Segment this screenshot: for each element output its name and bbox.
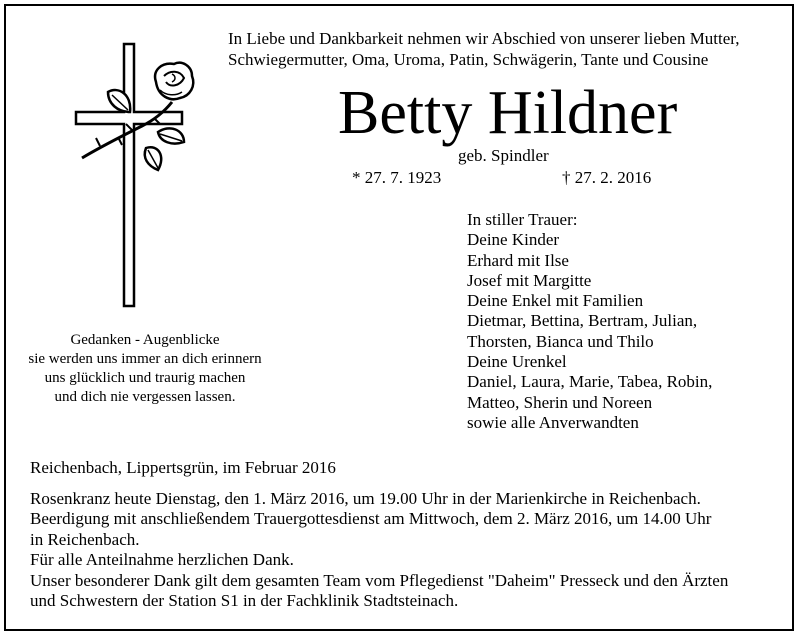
- mourner-line: Deine Kinder: [467, 230, 560, 250]
- maiden-name: geb. Spindler: [458, 146, 549, 165]
- mourner-line: Thorsten, Bianca und Thilo: [467, 331, 654, 351]
- cross-with-rose-icon: [72, 40, 202, 317]
- mourner-line: sowie alle Anverwandten: [467, 412, 639, 432]
- mourner-line: Erhard mit Ilse: [467, 250, 569, 270]
- mourner-line: In stiller Trauer:: [467, 210, 578, 229]
- verse-line: uns glücklich und traurig machen: [44, 370, 246, 386]
- intro-text: [228, 28, 788, 70]
- notice-line: Rosenkranz heute Dienstag, den 1. März 2016, um 19.00 Uhr in der Marienkirche in Reichenbach.: [30, 489, 701, 508]
- deceased-name: Betty Hildner: [338, 79, 678, 147]
- birth-date: * 27. 7. 1923: [352, 168, 442, 187]
- mourner-line: Matteo, Sherin und Noreen: [467, 392, 653, 412]
- notice-line: Beerdigung mit anschließendem Trauergottesdienst am Mittwoch, dem 2. März 2016, um 14.00 Uhr: [30, 509, 712, 529]
- mourners-list: [467, 210, 712, 433]
- intro-line: Schwiegermutter, Oma, Uroma, Patin, Schwägerin, Tante und Cousine: [228, 50, 709, 69]
- place-date: Reichenbach, Lippertsgrün, im Februar 2016: [30, 458, 336, 477]
- death-date: † 27. 2. 2016: [562, 168, 652, 187]
- mourner-line: Dietmar, Bettina, Bertram, Julian,: [467, 311, 698, 331]
- notice-line: Für alle Anteilnahme herzlichen Dank.: [30, 550, 294, 570]
- intro-line: In Liebe und Dankbarkeit nehmen wir Abschied von unserer lieben Mutter,: [228, 29, 740, 48]
- verse-line: Gedanken - Augenblicke: [70, 332, 220, 348]
- verse-line: sie werden uns immer an dich erinnern: [28, 351, 262, 367]
- mourner-line: Josef mit Margitte: [467, 270, 592, 290]
- mourner-line: Deine Urenkel: [467, 352, 567, 372]
- mourner-line: Daniel, Laura, Marie, Tabea, Robin,: [467, 372, 713, 392]
- service-notice: [30, 489, 790, 611]
- notice-line: und Schwestern der Station S1 in der Fachklinik Stadtsteinach.: [30, 591, 459, 611]
- mourner-line: Deine Enkel mit Familien: [467, 291, 644, 311]
- notice-line: in Reichenbach.: [30, 529, 140, 549]
- notice-line: Unser besonderer Dank gilt dem gesamten Team vom Pflegedienst "Daheim" Presseck und den Ärzten: [30, 570, 729, 590]
- memorial-verse: [10, 331, 280, 407]
- verse-line: und dich nie vergessen lassen.: [54, 389, 236, 405]
